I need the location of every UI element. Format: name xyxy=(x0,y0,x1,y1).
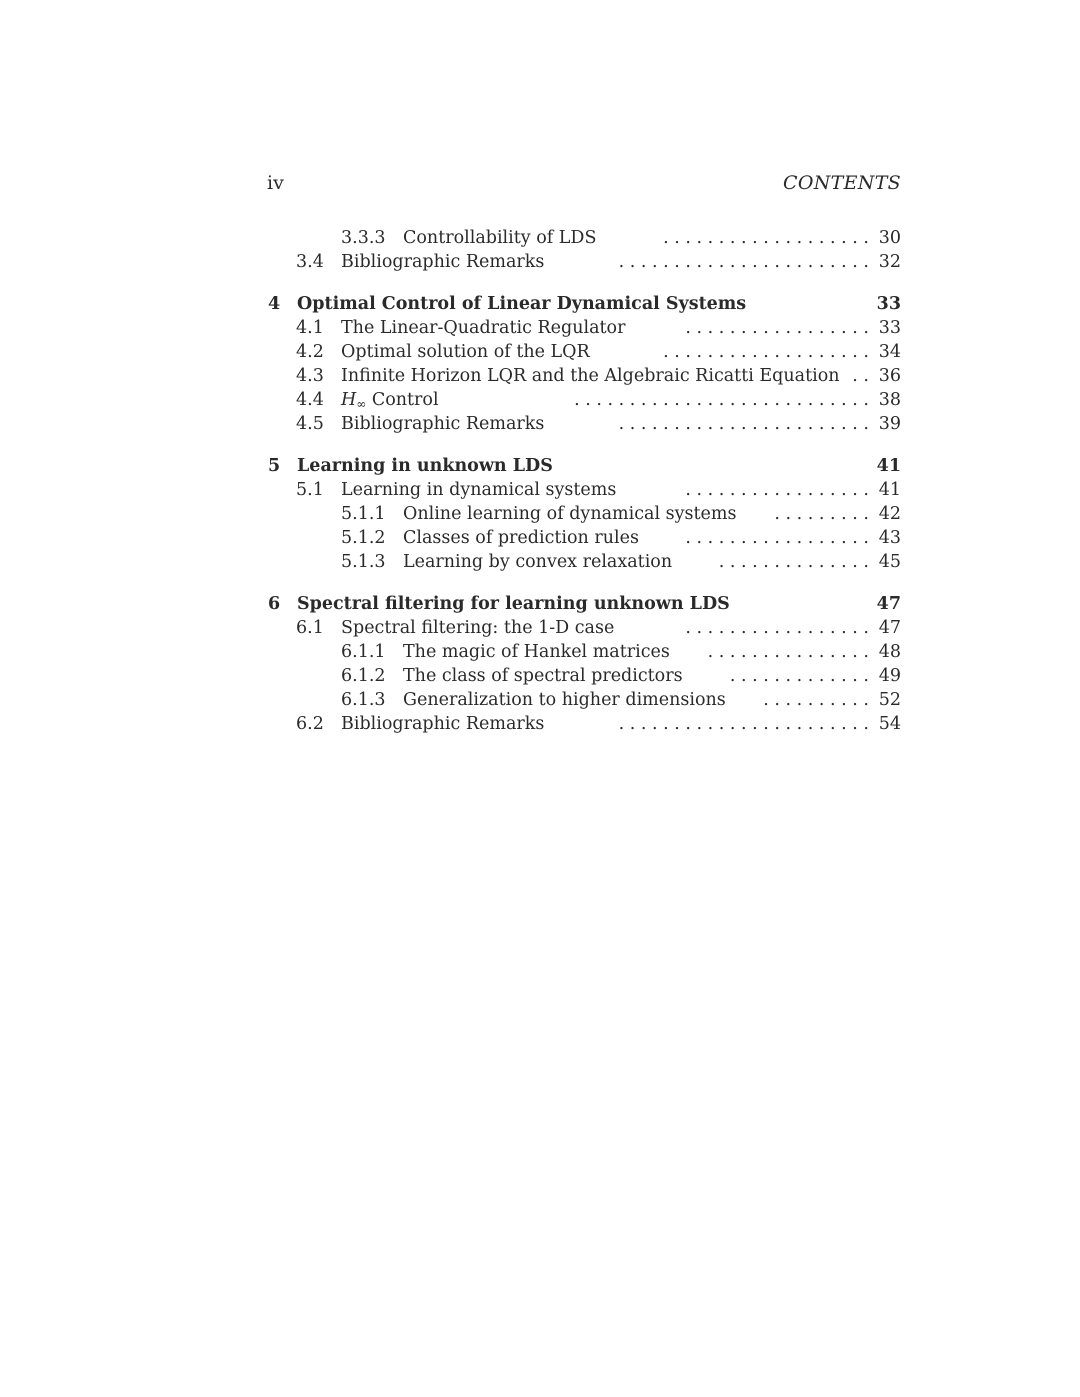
toc-entry-number: 6.2 xyxy=(296,714,324,734)
toc-entry-title: Bibliographic Remarks xyxy=(341,250,550,274)
toc-entry-page: 52 xyxy=(878,690,901,710)
toc-entry-page: 39 xyxy=(878,414,901,434)
toc-entry-subsection[interactable] xyxy=(267,502,901,526)
toc-entry-number: 5 xyxy=(268,456,281,476)
toc-entry-page: 33 xyxy=(878,318,901,338)
toc-entry-title: Spectral filtering: the 1-D case xyxy=(341,616,620,640)
toc-entry-page: 42 xyxy=(878,504,901,524)
toc-entry-number: 6.1 xyxy=(296,618,324,638)
toc-entry-subsection[interactable] xyxy=(267,640,901,664)
toc-entry-title: Generalization to higher dimensions xyxy=(403,688,732,712)
leader-dots: . . . . . . . . . xyxy=(774,504,869,524)
toc-entry-page: 32 xyxy=(878,252,901,272)
toc-entry-page: 54 xyxy=(878,714,901,734)
toc-entry-subsection[interactable] xyxy=(267,526,901,550)
leader-dots: . . . . . . . . . . . . . . . . . . . . . . . xyxy=(618,414,869,434)
leader-dots: . . . . . . . . . . . . . . xyxy=(718,552,869,572)
toc-entry-number: 6.1.2 xyxy=(341,666,386,686)
page-folio: iv xyxy=(267,172,284,194)
toc-entry-section[interactable] xyxy=(267,250,901,274)
toc-entry-title: Learning in dynamical systems xyxy=(341,478,622,502)
toc-entry-page: 43 xyxy=(878,528,901,548)
leader-dots: . . . . . . . . . . . . . . . . . xyxy=(685,480,869,500)
toc-entry-subsection[interactable] xyxy=(267,664,901,688)
toc-entry-section[interactable] xyxy=(267,412,901,436)
toc-entry-number: 4.4 xyxy=(296,390,324,410)
toc-entry-page: 30 xyxy=(878,228,901,248)
toc-entry-page: 45 xyxy=(878,552,901,572)
toc-entry-number: 3.3.3 xyxy=(341,228,386,248)
toc-entry-title: Bibliographic Remarks xyxy=(341,712,550,736)
toc-entry-title: Optimal Control of Linear Dynamical Systems xyxy=(297,292,752,316)
toc-entry-title: Classes of prediction rules xyxy=(403,526,645,550)
leader-dots: . . . . . . . . . . . . . xyxy=(729,666,869,686)
toc-entry-number: 4 xyxy=(268,294,281,314)
toc-entry-page: 33 xyxy=(876,294,901,314)
toc-entry-page: 38 xyxy=(878,390,901,410)
toc-entry-subsection[interactable] xyxy=(267,688,901,712)
toc-entry-page: 41 xyxy=(878,480,901,500)
toc-entry-number: 5.1 xyxy=(296,480,324,500)
leader-dots: . . xyxy=(852,366,869,386)
toc-entry-section[interactable] xyxy=(267,616,901,640)
leader-dots: . . . . . . . . . . . . . . . . . . . xyxy=(663,342,869,362)
toc-entry-section[interactable] xyxy=(267,364,901,388)
toc-entry-number: 5.1.1 xyxy=(341,504,386,524)
running-header xyxy=(267,172,901,196)
toc-entry-subsection[interactable] xyxy=(267,226,901,250)
toc-entry-title: $H_\infty$ Control xyxy=(341,388,445,416)
toc-entry-page: 49 xyxy=(878,666,901,686)
toc-entry-page: 41 xyxy=(876,456,901,476)
toc-entry-title: Online learning of dynamical systems xyxy=(403,502,742,526)
toc-entry-title: The Linear-Quadratic Regulator xyxy=(341,316,631,340)
table-of-contents xyxy=(267,226,901,736)
toc-entry-number: 4.1 xyxy=(296,318,324,338)
toc-entry-page: 34 xyxy=(878,342,901,362)
leader-dots: . . . . . . . . . . . . . . . xyxy=(707,642,869,662)
toc-entry-page: 36 xyxy=(878,366,901,386)
toc-entry-number: 6 xyxy=(268,594,281,614)
toc-entry-chapter[interactable] xyxy=(267,454,901,478)
leader-dots: . . . . . . . . . . . . . . . . . xyxy=(685,618,869,638)
leader-dots: . . . . . . . . . . . . . . . . . . . . . . . xyxy=(618,714,869,734)
toc-entry-section[interactable] xyxy=(267,340,901,364)
toc-entry-chapter[interactable] xyxy=(267,292,901,316)
toc-entry-section[interactable] xyxy=(267,388,901,412)
toc-entry-number: 5.1.3 xyxy=(341,552,386,572)
toc-entry-page: 47 xyxy=(878,618,901,638)
toc-entry-section[interactable] xyxy=(267,316,901,340)
toc-entry-chapter[interactable] xyxy=(267,592,901,616)
toc-entry-title: Optimal solution of the LQR xyxy=(341,340,596,364)
leader-dots: . . . . . . . . . . . . . . . . . . . xyxy=(663,228,869,248)
h-infinity-symbol: $H_\infty$ xyxy=(341,390,367,411)
toc-entry-subsection[interactable] xyxy=(267,550,901,574)
toc-entry-number: 4.3 xyxy=(296,366,324,386)
toc-entry-section[interactable] xyxy=(267,478,901,502)
leader-dots: . . . . . . . . . . . . . . . . . . . . . . . . . . . xyxy=(574,390,869,410)
toc-entry-title: Spectral filtering for learning unknown LDS xyxy=(297,592,736,616)
toc-entry-number: 4.5 xyxy=(296,414,324,434)
toc-entry-number: 6.1.1 xyxy=(341,642,386,662)
toc-entry-title: Learning by convex relaxation xyxy=(403,550,678,574)
toc-entry-title: Bibliographic Remarks xyxy=(341,412,550,436)
toc-entry-title: Learning in unknown LDS xyxy=(297,454,559,478)
toc-entry-title: The magic of Hankel matrices xyxy=(403,640,676,664)
toc-entry-page: 48 xyxy=(878,642,901,662)
running-title: CONTENTS xyxy=(783,172,901,194)
toc-entry-number: 4.2 xyxy=(296,342,324,362)
toc-entry-number: 3.4 xyxy=(296,252,324,272)
leader-dots: . . . . . . . . . . . . . . . . . xyxy=(685,318,869,338)
toc-entry-section[interactable] xyxy=(267,712,901,736)
leader-dots: . . . . . . . . . . . . . . . . . . . . . . . xyxy=(618,252,869,272)
leader-dots: . . . . . . . . . . xyxy=(763,690,869,710)
toc-entry-title: The class of spectral predictors xyxy=(403,664,689,688)
toc-entry-title: Infinite Horizon LQR and the Algebraic Ricatti Equation xyxy=(341,364,846,388)
leader-dots: . . . . . . . . . . . . . . . . . xyxy=(685,528,869,548)
toc-entry-title: Controllability of LDS xyxy=(403,226,602,250)
toc-entry-number: 5.1.2 xyxy=(341,528,386,548)
toc-entry-number: 6.1.3 xyxy=(341,690,386,710)
toc-entry-page: 47 xyxy=(876,594,901,614)
